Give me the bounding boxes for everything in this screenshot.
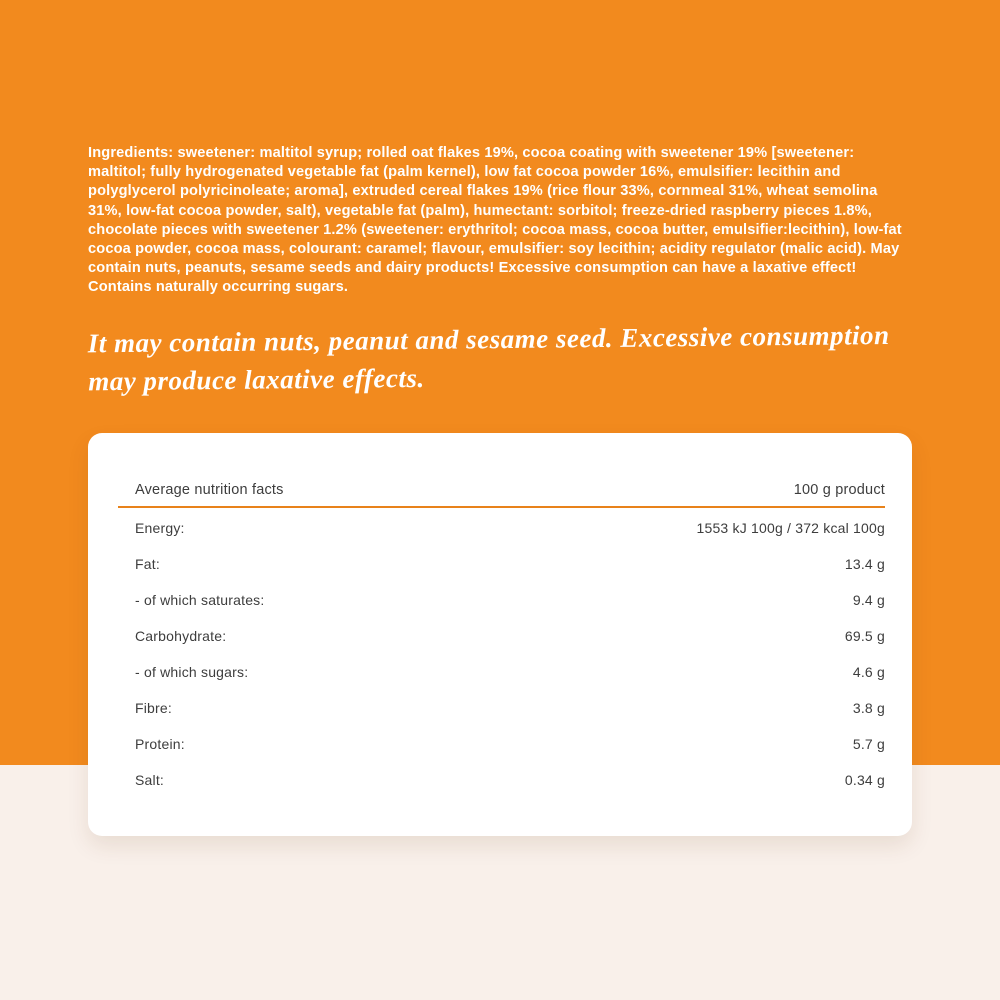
row-label: - of which saturates: xyxy=(135,592,265,608)
row-value: 69.5 g xyxy=(844,628,885,644)
row-label: Carbohydrate: xyxy=(135,628,227,644)
allergen-note: It may contain nuts, peanut and sesame seed. Excessive consumption may produce laxative effects. xyxy=(87,320,890,397)
nutrition-row-saturates xyxy=(118,582,885,618)
row-value: 1553 kJ 100g / 372 kcal 100g xyxy=(696,520,885,536)
row-value: 3.8 g xyxy=(852,700,885,716)
nutrition-row-protein xyxy=(118,726,885,762)
row-label: Fibre: xyxy=(135,700,172,716)
nutrition-header-value: 100 g product xyxy=(793,482,885,498)
nutrition-table-header xyxy=(118,480,885,500)
row-label: Fat: xyxy=(135,556,160,572)
row-value: 0.34 g xyxy=(844,772,885,788)
row-label: - of which sugars: xyxy=(135,664,249,680)
row-label: Protein: xyxy=(135,736,185,752)
ingredients-paragraph: Ingredients: sweetener: maltitol syrup; rolled oat flakes 19%, cocoa coating with sweetener 19% [sweetener: maltitol; fully hydrogenated vegetable fat (palm kernel), low fat cocoa powder 16%, emulsifier: lecithin and polyglycerol polyricinoleate; aroma], extruded cereal flakes 19% (rice flour 33%, cornmeal 31%, wheat semolina 31%, low-fat cocoa powder, salt), vegetable fat (palm), humectant: sorbitol; freeze-dried raspberry pieces 1.8%, chocolate pieces with sweetener 1.2% (sweetener: erythritol; cocoa mass, cocoa butter, emulsifier:lecithin), low-fat cocoa powder, cocoa mass, colourant: caramel; flavour, emulsifier: soy lecithin; acidity regulator (malic acid). May contain nuts, peanuts, sesame seeds and dairy products! Excessive consumption can have a laxative effect! Contains naturally occurring sugars. xyxy=(88,145,902,296)
nutrition-row-sugars xyxy=(118,654,885,690)
row-label: Salt: xyxy=(135,772,165,788)
nutrition-row-salt xyxy=(118,762,885,798)
header-divider-line xyxy=(118,506,885,508)
row-value: 5.7 g xyxy=(852,736,885,752)
row-value: 4.6 g xyxy=(852,664,885,680)
row-value: 13.4 g xyxy=(844,556,885,572)
nutrition-header-label: Average nutrition facts xyxy=(135,482,284,498)
nutrition-row-carbohydrate xyxy=(118,618,885,654)
nutrition-table xyxy=(88,433,912,798)
nutrition-row-energy xyxy=(118,510,885,546)
row-value: 9.4 g xyxy=(852,592,885,608)
nutrition-facts-card xyxy=(88,433,912,836)
nutrition-row-fibre xyxy=(118,690,885,726)
nutrition-row-fat xyxy=(118,546,885,582)
row-label: Energy: xyxy=(135,520,185,536)
nutrition-rows xyxy=(118,510,885,798)
